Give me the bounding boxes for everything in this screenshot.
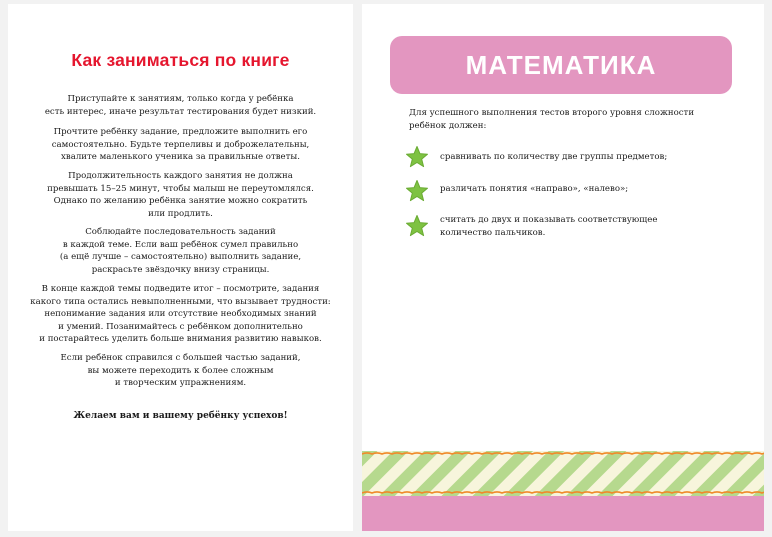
text-line: Приступайте к занятиям, только когда у ребёнка bbox=[67, 94, 294, 104]
text-line: в каждой теме. Если ваш ребёнок сумел правильно bbox=[62, 239, 299, 250]
skill-item bbox=[405, 214, 755, 244]
text-line: превышать 15–25 минут, чтобы малыш не переутомлялся. bbox=[47, 183, 314, 194]
skill-text bbox=[440, 183, 750, 196]
text-line: и умений. Позанимайтесь с ребёнком дополнительно bbox=[58, 321, 303, 332]
skill-item bbox=[405, 145, 755, 175]
star-icon bbox=[405, 214, 429, 238]
text-line: сравнивать по количеству две группы предметов; bbox=[440, 152, 668, 162]
skill-text bbox=[440, 214, 750, 239]
subject-banner bbox=[390, 36, 732, 94]
text-line: Продолжительность каждого занятия не должна bbox=[68, 171, 293, 181]
left-page bbox=[8, 4, 353, 531]
text-line: самостоятельно. Будьте терпеливы и доброжелательны, bbox=[51, 139, 310, 150]
star-icon bbox=[405, 179, 429, 203]
text-line: или продлить. bbox=[148, 208, 213, 219]
text-line: Соблюдайте последовательность заданий bbox=[85, 227, 276, 237]
banner-title: МАТЕМАТИКА bbox=[465, 50, 657, 80]
skill-item bbox=[405, 179, 755, 209]
text-line: раскрасьте звёздочку внизу страницы. bbox=[91, 264, 270, 275]
paragraph-4 bbox=[8, 226, 353, 276]
intro-text bbox=[409, 107, 739, 132]
pink-band bbox=[362, 496, 764, 531]
text-line: и творческим упражнениям. bbox=[114, 378, 247, 389]
paragraph-3 bbox=[8, 170, 353, 220]
closing-line: Желаем вам и вашему ребёнку успехов! bbox=[73, 411, 288, 421]
right-page bbox=[362, 4, 764, 531]
stripe-decoration bbox=[362, 451, 764, 496]
text-line: считать до двух и показывать соответствующее bbox=[440, 215, 658, 225]
stripe-band bbox=[362, 451, 764, 496]
paragraph-2 bbox=[8, 126, 353, 164]
text-line: (а ещё лучше – самостоятельно) выполнить задание, bbox=[59, 252, 302, 263]
text-line: Прочтите ребёнку задание, предложите выполнить его bbox=[53, 127, 308, 137]
text-line: Для успешного выполнения тестов второго уровня сложности bbox=[409, 108, 695, 118]
text-line: непонимание задания или отсутствие необходимых знаний bbox=[44, 309, 317, 320]
paragraph-6 bbox=[8, 352, 353, 390]
skill-text bbox=[440, 151, 750, 164]
paragraph-1 bbox=[8, 93, 353, 118]
text-line: В конце каждой темы подведите итог – посмотрите, задания bbox=[41, 284, 320, 294]
text-line: различать понятия «направо», «налево»; bbox=[440, 184, 629, 194]
text-line: Если ребёнок справился с большей частью заданий, bbox=[60, 353, 301, 363]
text-line: Однако по желанию ребёнка занятие можно сократить bbox=[53, 196, 308, 207]
text-line: вы можете переходить к более сложным bbox=[87, 365, 274, 376]
paragraph-5 bbox=[8, 283, 353, 346]
text-line: и постарайтесь уделить больше внимания развитию навыков. bbox=[39, 334, 322, 345]
text-line: количество пальчиков. bbox=[440, 227, 546, 238]
text-line: есть интерес, иначе результат тестирования будет низкий. bbox=[44, 106, 317, 117]
left-page-title: Как заниматься по книге bbox=[71, 50, 290, 70]
text-line: какого типа остались невыполненными, что вызывает трудности: bbox=[30, 296, 331, 307]
star-icon bbox=[405, 145, 429, 169]
text-line: хвалите маленького ученика за правильные ответы. bbox=[61, 152, 300, 163]
text-line: ребёнок должен: bbox=[409, 120, 487, 131]
